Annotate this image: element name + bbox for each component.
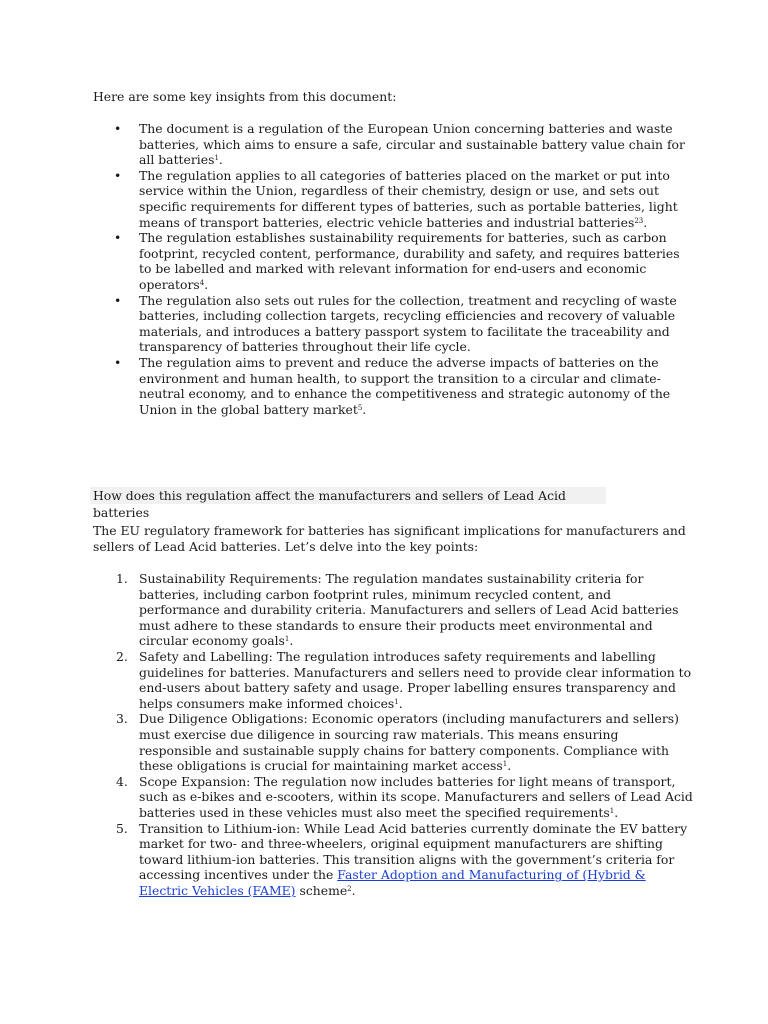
answer-intro: The EU regulatory framework for batteries has significant implications for manufacturers and sellers of Lead Acid batteries. Let’s delve into the key points: <box>93 523 686 554</box>
intro-text: Here are some key insights from this document: <box>93 89 397 104</box>
question-heading: How does this regulation affect the manufacturers and sellers of Lead Acid batteries <box>90 487 606 504</box>
list-item: 1. Sustainability Requirements: The regulation mandates sustainability criteria for batteries, including carbon footprint rules, minimum recycled content, and performance and durability criteria. Manufacturers and sellers of Lead Acid batteries must adhere to these standards to ensure their products meet environmental and circular economy goals$^1$. <box>116 571 679 649</box>
key-points-list <box>93 571 693 898</box>
insights-list <box>93 121 693 417</box>
list-item: 4. Scope Expansion: The regulation now includes batteries for light means of transport, such as e-bikes and e-scooters, within its scope. Manufacturers and sellers of Lead Acid batteries used in these vehicles must also meet the specified requirements$^1$. <box>116 773 693 820</box>
list-item: • The regulation also sets out rules for the collection, treatment and recycling of waste batteries, including collection targets, recycling efficiencies and recovery of valuable materials, and introduces a battery passport system to facilitate the traceability and transparency of batteries throughout their life cycle. <box>93 293 693 355</box>
list-item: • The regulation applies to all categories of batteries placed on the market or put into service within the Union, regardless of their chemistry, design or use, and sets out specific requirements for different types of batteries, such as portable batteries, light means of transport batteries, electric vehicle batteries and industrial batteries$^{23}$. <box>93 168 693 230</box>
list-item: 3. Due Diligence Obligations: Economic operators (including manufacturers and sellers) must exercise due diligence in sourcing raw materials. This means ensuring responsible and sustainable supply chains for battery components. Compliance with these obligations is crucial for maintaining market access$^1$. <box>116 711 679 774</box>
list-item: • The document is a regulation of the European Union concerning batteries and waste batteries, which aims to ensure a safe, circular and sustainable battery value chain for all batteries$^1$. <box>93 121 693 168</box>
list-item: • The regulation aims to prevent and reduce the adverse impacts of batteries on the environment and human health, to support the transition to a circular and climate-neutral economy, and to enhance the competitiveness and strategic autonomy of the Union in the global battery market$^5$. <box>93 355 693 417</box>
list-item: 2. Safety and Labelling: The regulation introduces safety requirements and labelling guidelines for batteries. Manufacturers and sellers need to provide clear information to end-users about battery safety and usage. Proper labelling ensures transparency and helps consumers make informed choices$^1$. <box>116 648 692 711</box>
fame-scheme-link[interactable]: Faster Adoption and Manufacturing of (Hybrid & Electric Vehicles (FAME) <box>139 867 646 898</box>
list-item: 5. Transition to Lithium-ion: While Lead Acid batteries currently dominate the EV battery market for two- and three-wheelers, original equipment manufacturers are shifting toward lithium-ion batteries. This transition aligns with the government’s criteria for accessing incentives under the Faster Adoption and Manufacturing of (Hybrid & Electric Vehicles (FAME) scheme$^2$. <box>116 820 688 898</box>
list-item: • The regulation establishes sustainability requirements for batteries, such as carbon footprint, recycled content, performance, durability and safety, and requires batteries to be labelled and marked with relevant information for end-users and economic operators$^4$. <box>93 230 693 292</box>
